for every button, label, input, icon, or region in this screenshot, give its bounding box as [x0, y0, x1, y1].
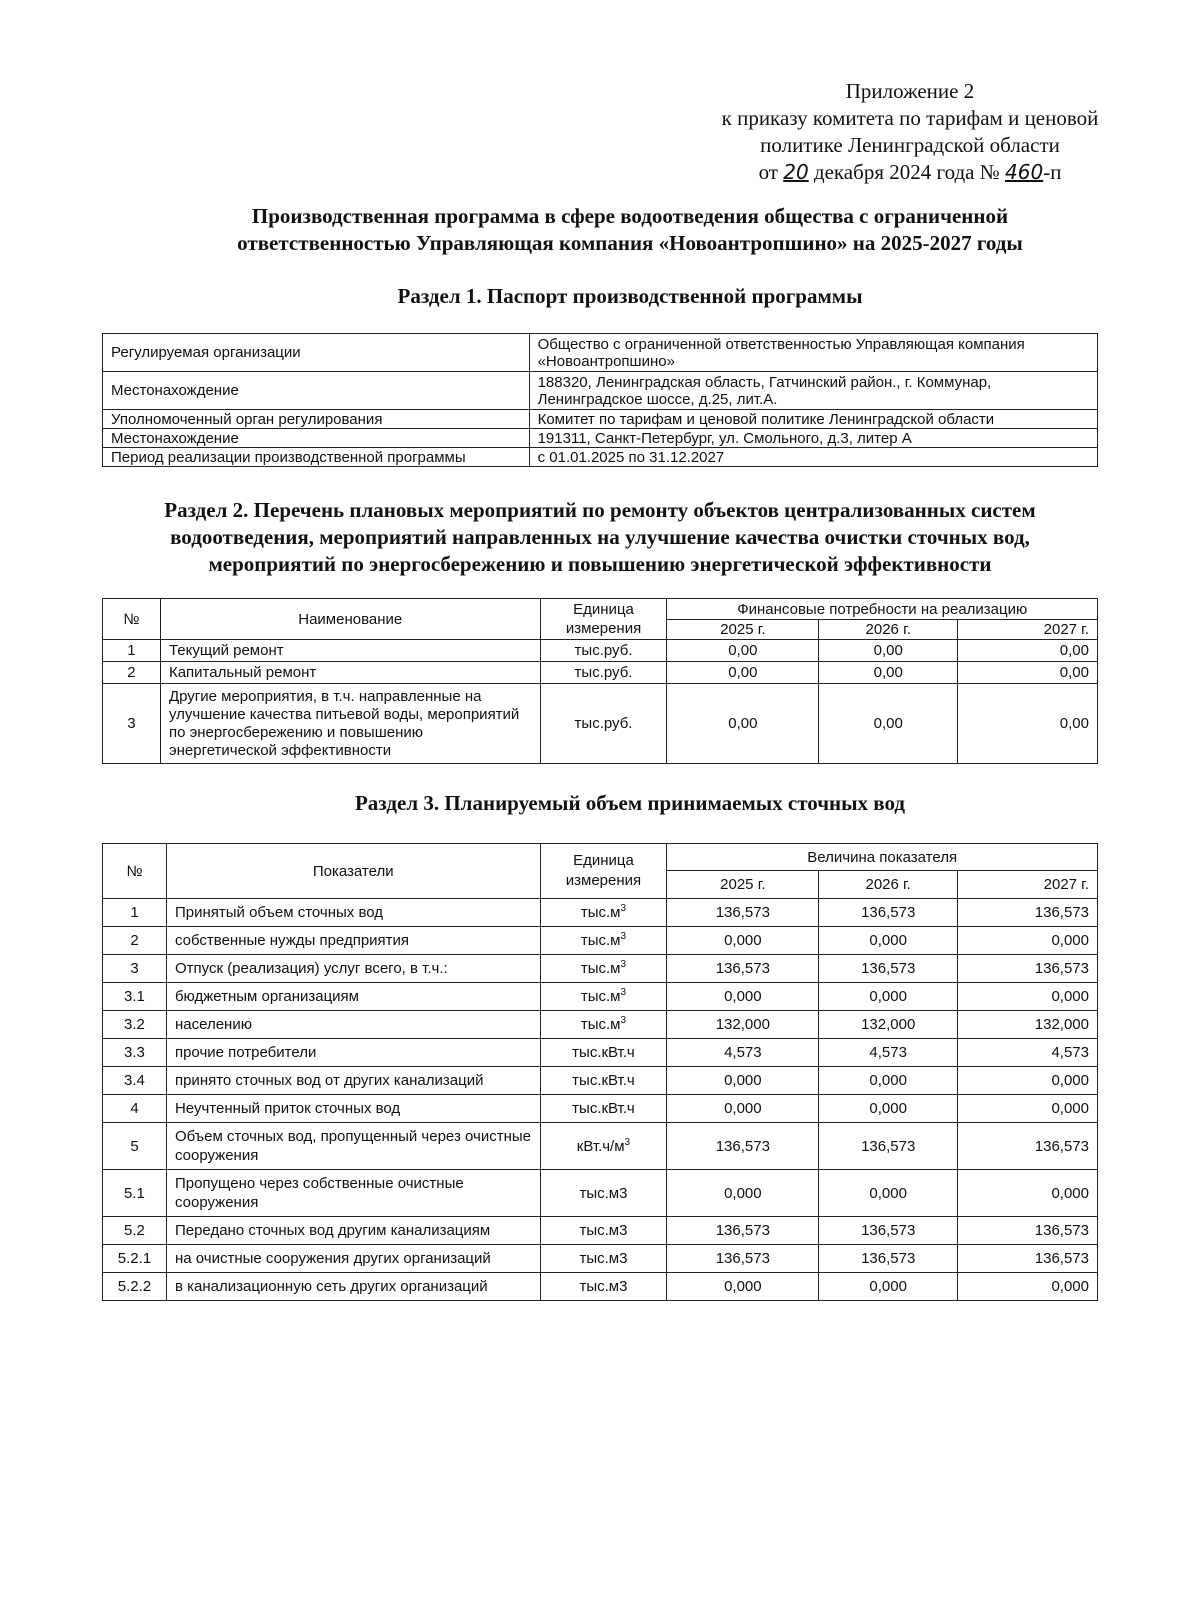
header-num: № — [103, 844, 167, 899]
cell-unit — [540, 1123, 667, 1170]
unit-superscript: 3 — [620, 1015, 627, 1026]
appendix-date-line — [680, 159, 1140, 186]
unit-text: тыс.м — [580, 904, 621, 921]
passport-label: Местонахождение — [103, 372, 530, 410]
cell-num: 2 — [103, 927, 167, 955]
table-row — [103, 1095, 1098, 1123]
cell-indicator: принято сточных вод от других канализаций — [166, 1067, 540, 1095]
cell-indicator: Передано сточных вод другим канализациям — [166, 1217, 540, 1245]
passport-label: Уполномоченный орган регулирования — [103, 410, 530, 429]
unit-text: тыс.кВт.ч — [572, 1100, 635, 1117]
cell-2025: 0,000 — [667, 1095, 819, 1123]
appendix-line-2: к приказу комитета по тарифам и ценовой — [721, 106, 1099, 130]
cell-2025: 0,00 — [667, 640, 819, 662]
cell-unit: тыс.руб. — [540, 640, 667, 662]
cell-2027: 0,00 — [958, 662, 1098, 684]
cell-num: 3.3 — [103, 1039, 167, 1067]
cell-2026: 0,00 — [819, 662, 958, 684]
handwritten-day: 20 — [783, 160, 809, 184]
table-row — [103, 1217, 1098, 1245]
cell-indicator: бюджетным организациям — [166, 983, 540, 1011]
passport-value: Общество с ограниченной ответственностью Управляющая компания «Новоантропшино» — [529, 334, 1097, 372]
section3-title: Раздел 3. Планируемый объем принимаемых сточных вод — [354, 791, 906, 815]
date-rest: декабря 2024 года № — [813, 160, 1000, 184]
cell-unit — [540, 899, 667, 927]
table-row — [103, 1170, 1098, 1217]
cell-2027: 0,000 — [958, 983, 1098, 1011]
cell-2025: 132,000 — [667, 1011, 819, 1039]
header-num: № — [103, 599, 161, 640]
cell-2025: 0,000 — [667, 1170, 819, 1217]
cell-indicator: Объем сточных вод, пропущенный через очистные сооружения — [166, 1123, 540, 1170]
repair-measures-table — [102, 598, 1098, 764]
cell-unit: тыс.руб. — [540, 662, 667, 684]
cell-2026: 0,000 — [819, 927, 958, 955]
header-unit: Единица измерения — [540, 844, 667, 899]
date-prefix: от — [758, 160, 778, 184]
table-row — [103, 927, 1098, 955]
cell-num: 5.1 — [103, 1170, 167, 1217]
cell-2025: 0,00 — [667, 662, 819, 684]
table-body — [103, 899, 1098, 1301]
unit-superscript: 3 — [624, 1136, 631, 1148]
section2-title — [95, 497, 1105, 578]
cell-num: 1 — [103, 640, 161, 662]
cell-2025: 136,573 — [667, 1245, 819, 1273]
cell-2025: 136,573 — [667, 1217, 819, 1245]
header-unit: Единица измерения — [540, 599, 667, 640]
header-2026: 2026 г. — [819, 620, 958, 640]
table-row — [103, 1067, 1098, 1095]
table-row — [103, 640, 1098, 662]
cell-unit — [540, 1011, 667, 1039]
cell-2027: 4,573 — [958, 1039, 1098, 1067]
cell-2025: 136,573 — [667, 955, 819, 983]
cell-2026: 136,573 — [819, 1245, 958, 1273]
cell-2027: 0,000 — [958, 1170, 1098, 1217]
header-indicators: Показатели — [166, 844, 540, 899]
passport-label: Регулируемая организации — [103, 334, 530, 372]
header-financial-needs: Финансовые потребности на реализацию — [667, 599, 1098, 620]
unit-text: кВт.ч/м — [576, 1137, 625, 1155]
cell-2026: 0,000 — [819, 983, 958, 1011]
cell-unit: тыс.руб. — [540, 684, 667, 764]
cell-2026: 4,573 — [819, 1039, 958, 1067]
cell-num: 5.2.1 — [103, 1245, 167, 1273]
cell-2027: 0,000 — [958, 1273, 1098, 1301]
cell-indicator: Неучтенный приток сточных вод — [166, 1095, 540, 1123]
passport-row — [103, 372, 1098, 410]
cell-2025: 0,000 — [667, 1067, 819, 1095]
cell-unit — [540, 1245, 667, 1273]
table-row — [103, 1273, 1098, 1301]
document-title — [100, 203, 1160, 257]
cell-2026: 136,573 — [819, 1123, 958, 1170]
cell-2026: 132,000 — [819, 1011, 958, 1039]
cell-indicator: прочие потребители — [166, 1039, 540, 1067]
header-2027: 2027 г. — [958, 871, 1098, 899]
unit-text: тыс.кВт.ч — [572, 1044, 635, 1061]
cell-unit — [540, 927, 667, 955]
cell-2026: 136,573 — [819, 955, 958, 983]
cell-unit — [540, 983, 667, 1011]
cell-2027: 136,573 — [958, 1217, 1098, 1245]
unit-text: тыс.м3 — [579, 1250, 628, 1267]
unit-text: тыс.м3 — [579, 1278, 628, 1295]
cell-2026: 0,00 — [819, 640, 958, 662]
header-name: Наименование — [160, 599, 540, 640]
cell-2026: 0,000 — [819, 1273, 958, 1301]
cell-2025: 0,000 — [667, 983, 819, 1011]
cell-unit — [540, 955, 667, 983]
cell-indicator: Принятый объем сточных вод — [166, 899, 540, 927]
cell-indicator: собственные нужды предприятия — [166, 927, 540, 955]
table-row — [103, 983, 1098, 1011]
cell-2025: 4,573 — [667, 1039, 819, 1067]
unit-text: тыс.м — [580, 960, 621, 977]
cell-2027: 0,00 — [958, 684, 1098, 764]
cell-unit — [540, 1217, 667, 1245]
table-row — [103, 1011, 1098, 1039]
cell-2025: 0,000 — [667, 1273, 819, 1301]
passport-row — [103, 429, 1098, 448]
header-2026: 2026 г. — [819, 871, 958, 899]
header-2025: 2025 г. — [667, 620, 819, 640]
unit-superscript: 3 — [620, 959, 627, 970]
cell-2025: 0,000 — [667, 927, 819, 955]
passport-value: с 01.01.2025 по 31.12.2027 — [529, 448, 1097, 467]
header-2027: 2027 г. — [958, 620, 1098, 640]
cell-2026: 0,000 — [819, 1170, 958, 1217]
cell-num: 3.4 — [103, 1067, 167, 1095]
section2-title-line-1: Раздел 2. Перечень плановых мероприятий по ремонту объектов централизованных систем — [164, 498, 1036, 522]
cell-num: 1 — [103, 899, 167, 927]
unit-text: тыс.м — [580, 988, 621, 1005]
cell-num: 5 — [103, 1123, 167, 1170]
document-title-line-2: ответственностью Управляющая компания «Новоантропшино» на 2025-2027 годы — [237, 231, 1023, 255]
order-suffix: -п — [1043, 160, 1062, 184]
cell-2025: 136,573 — [667, 1123, 819, 1170]
cell-2027: 136,573 — [958, 1123, 1098, 1170]
table-row — [103, 1245, 1098, 1273]
unit-text: тыс.м — [580, 932, 621, 949]
cell-name: Другие мероприятия, в т.ч. направленные на улучшение качества питьевой воды, мероприятий по энергосбережению и повышению энергетической эффективности — [160, 684, 540, 764]
cell-2027: 136,573 — [958, 899, 1098, 927]
cell-2027: 136,573 — [958, 955, 1098, 983]
cell-unit — [540, 1170, 667, 1217]
cell-indicator: на очистные сооружения других организаций — [166, 1245, 540, 1273]
cell-unit — [540, 1095, 667, 1123]
cell-name: Текущий ремонт — [160, 640, 540, 662]
wastewater-volume-table — [102, 843, 1098, 1301]
cell-2027: 0,000 — [958, 927, 1098, 955]
unit-text: тыс.м — [580, 1016, 621, 1033]
cell-indicator: Отпуск (реализация) услуг всего, в т.ч.: — [166, 955, 540, 983]
passport-label: Период реализации производственной программы — [103, 448, 530, 467]
appendix-header — [680, 78, 1140, 186]
cell-unit — [540, 1039, 667, 1067]
cell-2026: 136,573 — [819, 1217, 958, 1245]
passport-label: Местонахождение — [103, 429, 530, 448]
cell-2027: 0,00 — [958, 640, 1098, 662]
cell-num: 5.2.2 — [103, 1273, 167, 1301]
cell-2027: 0,000 — [958, 1067, 1098, 1095]
passport-row — [103, 334, 1098, 372]
cell-name: Капитальный ремонт — [160, 662, 540, 684]
cell-2026: 0,000 — [819, 1095, 958, 1123]
unit-superscript: 3 — [620, 987, 627, 998]
cell-2027: 136,573 — [958, 1245, 1098, 1273]
section2-title-line-3: мероприятий по энергосбережению и повышению энергетической эффективности — [208, 552, 992, 576]
cell-2026: 0,00 — [819, 684, 958, 764]
cell-num: 3.1 — [103, 983, 167, 1011]
header-indicator-value: Величина показателя — [667, 844, 1098, 871]
cell-indicator: в канализационную сеть других организаций — [166, 1273, 540, 1301]
passport-value: 188320, Ленинградская область, Гатчинский район., г. Коммунар, Ленинградское шоссе, д.25, лит.А. — [529, 372, 1097, 410]
appendix-line-1: Приложение 2 — [845, 79, 975, 103]
table-header-row — [103, 844, 1098, 871]
cell-unit — [540, 1067, 667, 1095]
passport-value: 191311, Санкт-Петербург, ул. Смольного, д.3, литер А — [529, 429, 1097, 448]
appendix-line-3: политике Ленинградской области — [760, 133, 1060, 157]
table-header-row — [103, 599, 1098, 620]
header-2025: 2025 г. — [667, 871, 819, 899]
table-row — [103, 1039, 1098, 1067]
document-title-line-1: Производственная программа в сфере водоотведения общества с ограниченной — [251, 204, 1009, 228]
unit-superscript: 3 — [620, 931, 627, 942]
cell-indicator: населению — [166, 1011, 540, 1039]
section1-title: Раздел 1. Паспорт производственной программы — [397, 284, 863, 308]
cell-unit — [540, 1273, 667, 1301]
section2-title-line-2: водоотведения, мероприятий направленных на улучшение качества очистки сточных вод, — [170, 525, 1030, 549]
table-row — [103, 684, 1098, 764]
cell-2027: 0,000 — [958, 1095, 1098, 1123]
cell-indicator: Пропущено через собственные очистные сооружения — [166, 1170, 540, 1217]
passport-row — [103, 448, 1098, 467]
table-row — [103, 955, 1098, 983]
cell-2026: 0,000 — [819, 1067, 958, 1095]
table-row — [103, 899, 1098, 927]
passport-table — [102, 333, 1098, 467]
passport-row — [103, 410, 1098, 429]
handwritten-order-number: 460 — [1005, 160, 1044, 184]
cell-num: 3.2 — [103, 1011, 167, 1039]
cell-2025: 136,573 — [667, 899, 819, 927]
unit-text: тыс.м3 — [579, 1184, 628, 1202]
unit-text: тыс.м3 — [579, 1222, 628, 1239]
cell-num: 5.2 — [103, 1217, 167, 1245]
cell-2027: 132,000 — [958, 1011, 1098, 1039]
cell-2025: 0,00 — [667, 684, 819, 764]
cell-num: 3 — [103, 955, 167, 983]
cell-2026: 136,573 — [819, 899, 958, 927]
cell-num: 4 — [103, 1095, 167, 1123]
table-row — [103, 662, 1098, 684]
table-row — [103, 1123, 1098, 1170]
cell-num: 2 — [103, 662, 161, 684]
unit-text: тыс.кВт.ч — [572, 1072, 635, 1089]
unit-superscript: 3 — [620, 903, 627, 914]
passport-value: Комитет по тарифам и ценовой политике Ленинградской области — [529, 410, 1097, 429]
cell-num: 3 — [103, 684, 161, 764]
